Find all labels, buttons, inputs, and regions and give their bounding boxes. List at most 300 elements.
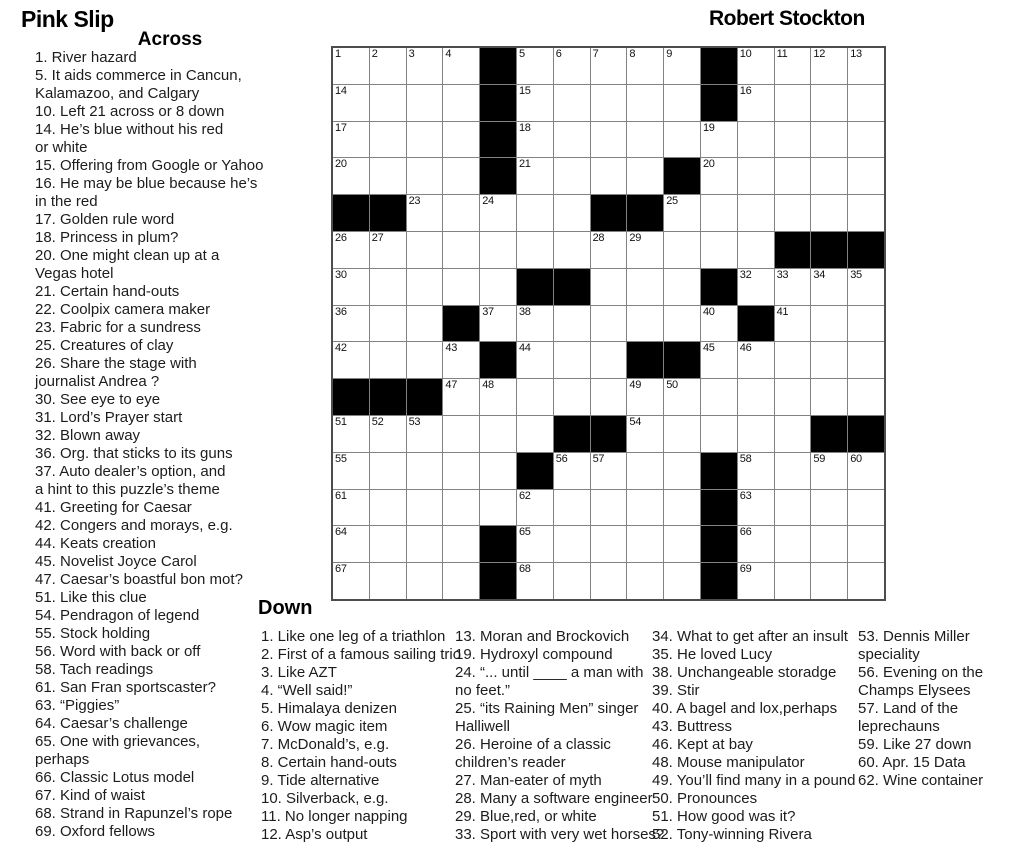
white-cell[interactable] bbox=[443, 195, 479, 231]
black-cell bbox=[517, 453, 553, 489]
white-cell[interactable] bbox=[370, 48, 406, 84]
white-cell[interactable] bbox=[848, 563, 884, 599]
black-cell bbox=[333, 195, 369, 231]
white-cell[interactable] bbox=[517, 122, 553, 158]
white-cell[interactable] bbox=[480, 195, 516, 231]
white-cell[interactable] bbox=[554, 232, 590, 268]
white-cell[interactable] bbox=[627, 490, 663, 526]
white-cell[interactable] bbox=[811, 269, 847, 305]
white-cell[interactable] bbox=[517, 195, 553, 231]
white-cell[interactable] bbox=[664, 453, 700, 489]
white-cell[interactable] bbox=[848, 379, 884, 415]
white-cell[interactable] bbox=[333, 232, 369, 268]
white-cell[interactable] bbox=[443, 48, 479, 84]
black-cell bbox=[701, 453, 737, 489]
clue bbox=[35, 355, 263, 391]
clue bbox=[652, 646, 856, 664]
clue-line: 38. Unchangeable storadge bbox=[652, 664, 837, 681]
white-cell[interactable] bbox=[370, 490, 406, 526]
cell-number: 11 bbox=[776, 48, 788, 60]
white-cell[interactable] bbox=[333, 122, 369, 158]
cell-number: 20 bbox=[335, 158, 347, 171]
white-cell[interactable] bbox=[443, 379, 479, 415]
cell-number: 3 bbox=[408, 48, 415, 60]
clue bbox=[35, 103, 263, 121]
white-cell[interactable] bbox=[701, 195, 737, 231]
cell-number: 61 bbox=[335, 489, 347, 502]
white-cell[interactable] bbox=[333, 526, 369, 562]
white-cell[interactable] bbox=[517, 526, 553, 562]
clue-line: Vegas hotel bbox=[35, 265, 114, 282]
black-cell bbox=[738, 306, 774, 342]
white-cell[interactable] bbox=[738, 490, 774, 526]
white-cell[interactable] bbox=[848, 85, 884, 121]
white-cell[interactable] bbox=[738, 342, 774, 378]
white-cell[interactable] bbox=[627, 379, 663, 415]
white-cell[interactable] bbox=[738, 563, 774, 599]
white-cell[interactable] bbox=[775, 490, 811, 526]
cell-number: 47 bbox=[445, 379, 458, 392]
white-cell[interactable] bbox=[407, 306, 443, 342]
clue bbox=[35, 643, 263, 661]
white-cell[interactable] bbox=[443, 526, 479, 562]
white-cell[interactable] bbox=[407, 416, 443, 452]
white-cell[interactable] bbox=[664, 306, 700, 342]
white-cell[interactable] bbox=[591, 232, 627, 268]
clue bbox=[652, 754, 856, 772]
white-cell[interactable] bbox=[848, 526, 884, 562]
clue-line: 10. Left 21 across or 8 down bbox=[35, 103, 225, 120]
white-cell[interactable] bbox=[738, 232, 774, 268]
white-cell[interactable] bbox=[407, 453, 443, 489]
white-cell[interactable] bbox=[370, 85, 406, 121]
white-cell[interactable] bbox=[333, 306, 369, 342]
cell-number: 36 bbox=[335, 305, 347, 318]
cell-number: 9 bbox=[666, 48, 673, 60]
white-cell[interactable] bbox=[443, 453, 479, 489]
white-cell[interactable] bbox=[591, 490, 627, 526]
white-cell[interactable] bbox=[811, 453, 847, 489]
white-cell[interactable] bbox=[627, 232, 663, 268]
white-cell[interactable] bbox=[443, 85, 479, 121]
white-cell[interactable] bbox=[517, 563, 553, 599]
black-cell bbox=[701, 490, 737, 526]
white-cell[interactable] bbox=[811, 563, 847, 599]
white-cell[interactable] bbox=[811, 306, 847, 342]
clue-line: 22. Coolpix camera maker bbox=[35, 301, 211, 318]
white-cell[interactable] bbox=[664, 48, 700, 84]
clue-line: 40. A bagel and lox,perhaps bbox=[652, 700, 838, 717]
cell-number: 17 bbox=[335, 121, 347, 134]
white-cell[interactable] bbox=[517, 342, 553, 378]
cell-number: 63 bbox=[739, 489, 752, 502]
white-cell[interactable] bbox=[333, 158, 369, 194]
white-cell[interactable] bbox=[738, 195, 774, 231]
clue-line: 32. Blown away bbox=[35, 427, 141, 444]
white-cell[interactable] bbox=[664, 416, 700, 452]
white-cell[interactable] bbox=[701, 379, 737, 415]
white-cell[interactable] bbox=[407, 269, 443, 305]
white-cell[interactable] bbox=[848, 453, 884, 489]
cell-number: 38 bbox=[518, 305, 531, 318]
cell-number: 53 bbox=[408, 415, 421, 428]
cell-number: 65 bbox=[518, 526, 531, 539]
white-cell[interactable] bbox=[627, 453, 663, 489]
black-cell bbox=[701, 563, 737, 599]
cell-number: 19 bbox=[702, 121, 715, 134]
white-cell[interactable] bbox=[627, 85, 663, 121]
white-cell[interactable] bbox=[370, 122, 406, 158]
white-cell[interactable] bbox=[333, 453, 369, 489]
clue-line: 51. Like this clue bbox=[35, 589, 147, 606]
white-cell[interactable] bbox=[407, 526, 443, 562]
white-cell[interactable] bbox=[738, 526, 774, 562]
white-cell[interactable] bbox=[848, 158, 884, 194]
clue-line: 16. He may be blue because he’s bbox=[35, 175, 258, 192]
white-cell[interactable] bbox=[701, 306, 737, 342]
clue-line: 56. Word with back or off bbox=[35, 643, 201, 660]
down-header: Down bbox=[258, 597, 313, 619]
white-cell[interactable] bbox=[591, 158, 627, 194]
cell-number: 45 bbox=[702, 342, 715, 355]
white-cell[interactable] bbox=[370, 158, 406, 194]
clue bbox=[455, 790, 664, 808]
white-cell[interactable] bbox=[480, 306, 516, 342]
cell-number: 26 bbox=[335, 231, 347, 244]
white-cell[interactable] bbox=[811, 379, 847, 415]
white-cell[interactable] bbox=[811, 490, 847, 526]
white-cell[interactable] bbox=[554, 563, 590, 599]
clue-line: 62. Wine container bbox=[858, 772, 984, 789]
white-cell[interactable] bbox=[517, 416, 553, 452]
white-cell[interactable] bbox=[554, 195, 590, 231]
clue bbox=[652, 772, 856, 790]
white-cell[interactable] bbox=[627, 306, 663, 342]
white-cell[interactable] bbox=[848, 195, 884, 231]
white-cell[interactable] bbox=[443, 232, 479, 268]
clue-line: 11. No longer napping bbox=[261, 808, 408, 825]
white-cell[interactable] bbox=[664, 269, 700, 305]
clue bbox=[455, 808, 664, 826]
cell-number: 50 bbox=[666, 379, 678, 392]
cell-number: 62 bbox=[518, 489, 531, 502]
white-cell[interactable] bbox=[591, 306, 627, 342]
white-cell[interactable] bbox=[664, 563, 700, 599]
white-cell[interactable] bbox=[848, 269, 884, 305]
white-cell[interactable] bbox=[627, 563, 663, 599]
clue-line: 6. Wow magic item bbox=[261, 718, 388, 735]
white-cell[interactable] bbox=[848, 306, 884, 342]
white-cell[interactable] bbox=[370, 269, 406, 305]
white-cell[interactable] bbox=[517, 232, 553, 268]
white-cell[interactable] bbox=[848, 122, 884, 158]
white-cell[interactable] bbox=[443, 122, 479, 158]
white-cell[interactable] bbox=[554, 526, 590, 562]
white-cell[interactable] bbox=[775, 416, 811, 452]
white-cell[interactable] bbox=[591, 85, 627, 121]
white-cell[interactable] bbox=[407, 48, 443, 84]
clue-line: Kalamazoo, and Calgary bbox=[35, 85, 200, 102]
clue-line: 5. Himalaya denizen bbox=[261, 700, 397, 717]
clue bbox=[858, 628, 983, 664]
white-cell[interactable] bbox=[701, 342, 737, 378]
white-cell[interactable] bbox=[333, 85, 369, 121]
white-cell[interactable] bbox=[517, 48, 553, 84]
cell-number: 58 bbox=[739, 452, 752, 465]
cell-number: 32 bbox=[739, 268, 752, 281]
clue bbox=[35, 157, 263, 175]
white-cell[interactable] bbox=[775, 379, 811, 415]
white-cell[interactable] bbox=[811, 158, 847, 194]
white-cell[interactable] bbox=[591, 563, 627, 599]
white-cell[interactable] bbox=[775, 526, 811, 562]
clue bbox=[652, 826, 856, 844]
clue bbox=[652, 682, 856, 700]
white-cell[interactable] bbox=[517, 379, 553, 415]
white-cell[interactable] bbox=[554, 48, 590, 84]
clue bbox=[35, 409, 263, 427]
black-cell bbox=[554, 269, 590, 305]
white-cell[interactable] bbox=[811, 48, 847, 84]
clue-line: 1. River hazard bbox=[35, 49, 137, 66]
white-cell[interactable] bbox=[738, 48, 774, 84]
white-cell[interactable] bbox=[480, 379, 516, 415]
clue-line: no feet.” bbox=[455, 682, 511, 699]
cell-number: 7 bbox=[592, 48, 599, 60]
white-cell[interactable] bbox=[370, 526, 406, 562]
clue-line: 49. You’ll find many in a pound bbox=[652, 772, 856, 789]
white-cell[interactable] bbox=[775, 122, 811, 158]
white-cell[interactable] bbox=[664, 122, 700, 158]
white-cell[interactable] bbox=[627, 122, 663, 158]
white-cell[interactable] bbox=[664, 195, 700, 231]
white-cell[interactable] bbox=[591, 379, 627, 415]
white-cell[interactable] bbox=[370, 416, 406, 452]
white-cell[interactable] bbox=[775, 453, 811, 489]
clue-line: 23. Fabric for a sundress bbox=[35, 319, 201, 336]
white-cell[interactable] bbox=[738, 158, 774, 194]
white-cell[interactable] bbox=[554, 490, 590, 526]
white-cell[interactable] bbox=[554, 85, 590, 121]
black-cell bbox=[664, 342, 700, 378]
white-cell[interactable] bbox=[370, 453, 406, 489]
white-cell[interactable] bbox=[407, 342, 443, 378]
white-cell[interactable] bbox=[811, 526, 847, 562]
white-cell[interactable] bbox=[480, 232, 516, 268]
white-cell[interactable] bbox=[517, 85, 553, 121]
white-cell[interactable] bbox=[701, 122, 737, 158]
clue-line: 26. Share the stage with bbox=[35, 355, 197, 372]
white-cell[interactable] bbox=[738, 85, 774, 121]
clue bbox=[652, 628, 856, 646]
clue-line: 52. Tony-winning Rivera bbox=[652, 826, 812, 843]
cell-number: 49 bbox=[629, 379, 642, 392]
clue-line: speciality bbox=[858, 646, 920, 663]
white-cell[interactable] bbox=[554, 379, 590, 415]
clue bbox=[35, 805, 263, 823]
white-cell[interactable] bbox=[738, 122, 774, 158]
white-cell[interactable] bbox=[848, 342, 884, 378]
cell-number: 30 bbox=[335, 268, 347, 281]
clue bbox=[35, 175, 263, 211]
white-cell[interactable] bbox=[701, 416, 737, 452]
clue-line: Champs Elysees bbox=[858, 682, 971, 699]
white-cell[interactable] bbox=[407, 158, 443, 194]
clue-line: 59. Like 27 down bbox=[858, 736, 972, 753]
clue bbox=[261, 790, 461, 808]
white-cell[interactable] bbox=[664, 85, 700, 121]
white-cell[interactable] bbox=[333, 490, 369, 526]
white-cell[interactable] bbox=[664, 232, 700, 268]
cell-number: 48 bbox=[482, 379, 494, 392]
white-cell[interactable] bbox=[480, 490, 516, 526]
white-cell[interactable] bbox=[738, 416, 774, 452]
cell-number: 54 bbox=[629, 415, 642, 428]
white-cell[interactable] bbox=[811, 122, 847, 158]
white-cell[interactable] bbox=[775, 306, 811, 342]
cell-number: 8 bbox=[629, 48, 636, 60]
white-cell[interactable] bbox=[775, 195, 811, 231]
white-cell[interactable] bbox=[627, 416, 663, 452]
white-cell[interactable] bbox=[517, 306, 553, 342]
cell-number: 42 bbox=[335, 342, 347, 355]
white-cell[interactable] bbox=[517, 490, 553, 526]
white-cell[interactable] bbox=[627, 158, 663, 194]
white-cell[interactable] bbox=[627, 269, 663, 305]
clue bbox=[35, 49, 263, 67]
white-cell[interactable] bbox=[443, 158, 479, 194]
white-cell[interactable] bbox=[554, 306, 590, 342]
clue-line: 3. Like AZT bbox=[261, 664, 337, 681]
white-cell[interactable] bbox=[407, 195, 443, 231]
white-cell[interactable] bbox=[775, 269, 811, 305]
white-cell[interactable] bbox=[664, 379, 700, 415]
white-cell[interactable] bbox=[333, 342, 369, 378]
white-cell[interactable] bbox=[627, 526, 663, 562]
white-cell[interactable] bbox=[480, 416, 516, 452]
white-cell[interactable] bbox=[848, 48, 884, 84]
white-cell[interactable] bbox=[811, 85, 847, 121]
white-cell[interactable] bbox=[517, 158, 553, 194]
white-cell[interactable] bbox=[738, 379, 774, 415]
clue-line: 55. Stock holding bbox=[35, 625, 151, 642]
white-cell[interactable] bbox=[554, 158, 590, 194]
clue bbox=[35, 769, 263, 787]
clue-line: 64. Caesar’s challenge bbox=[35, 715, 188, 732]
clue-line: a hint to this puzzle’s theme bbox=[35, 481, 220, 498]
white-cell[interactable] bbox=[443, 416, 479, 452]
white-cell[interactable] bbox=[775, 48, 811, 84]
white-cell[interactable] bbox=[591, 48, 627, 84]
clue bbox=[35, 499, 263, 517]
cell-number: 33 bbox=[776, 268, 789, 281]
cell-number: 10 bbox=[739, 48, 752, 60]
clue bbox=[261, 808, 461, 826]
clue-line: 56. Evening on the bbox=[858, 664, 984, 681]
clue bbox=[35, 121, 263, 157]
white-cell[interactable] bbox=[407, 85, 443, 121]
white-cell[interactable] bbox=[664, 526, 700, 562]
cell-number: 14 bbox=[335, 84, 347, 97]
cell-number: 21 bbox=[518, 158, 531, 171]
black-cell bbox=[701, 48, 737, 84]
clue-line: 39. Stir bbox=[652, 682, 700, 699]
white-cell[interactable] bbox=[407, 490, 443, 526]
clue-line: 1. Like one leg of a triathlon bbox=[261, 628, 446, 645]
white-cell[interactable] bbox=[407, 122, 443, 158]
white-cell[interactable] bbox=[443, 563, 479, 599]
white-cell[interactable] bbox=[443, 342, 479, 378]
white-cell[interactable] bbox=[370, 342, 406, 378]
white-cell[interactable] bbox=[480, 453, 516, 489]
white-cell[interactable] bbox=[591, 342, 627, 378]
white-cell[interactable] bbox=[811, 342, 847, 378]
white-cell[interactable] bbox=[370, 563, 406, 599]
white-cell[interactable] bbox=[591, 269, 627, 305]
white-cell[interactable] bbox=[775, 85, 811, 121]
white-cell[interactable] bbox=[554, 122, 590, 158]
white-cell[interactable] bbox=[333, 269, 369, 305]
clue bbox=[858, 754, 983, 772]
white-cell[interactable] bbox=[627, 48, 663, 84]
white-cell[interactable] bbox=[701, 232, 737, 268]
white-cell[interactable] bbox=[664, 490, 700, 526]
black-cell bbox=[480, 526, 516, 562]
white-cell[interactable] bbox=[333, 563, 369, 599]
clue-line: 35. He loved Lucy bbox=[652, 646, 773, 663]
cell-number: 40 bbox=[702, 305, 715, 318]
white-cell[interactable] bbox=[591, 453, 627, 489]
black-cell bbox=[811, 416, 847, 452]
clue-line: 7. McDonald’s, e.g. bbox=[261, 736, 390, 753]
clue bbox=[455, 646, 664, 664]
white-cell[interactable] bbox=[480, 269, 516, 305]
clue-line: 44. Keats creation bbox=[35, 535, 156, 552]
white-cell[interactable] bbox=[701, 158, 737, 194]
white-cell[interactable] bbox=[591, 526, 627, 562]
white-cell[interactable] bbox=[591, 122, 627, 158]
white-cell[interactable] bbox=[370, 232, 406, 268]
cell-number: 59 bbox=[813, 452, 826, 465]
down-clue-column-1 bbox=[261, 628, 461, 844]
white-cell[interactable] bbox=[333, 48, 369, 84]
white-cell[interactable] bbox=[811, 195, 847, 231]
clue bbox=[652, 808, 856, 826]
white-cell[interactable] bbox=[775, 158, 811, 194]
clue bbox=[35, 517, 263, 535]
white-cell[interactable] bbox=[407, 232, 443, 268]
white-cell[interactable] bbox=[848, 490, 884, 526]
clue bbox=[35, 67, 263, 103]
white-cell[interactable] bbox=[554, 453, 590, 489]
black-cell bbox=[480, 85, 516, 121]
white-cell[interactable] bbox=[738, 453, 774, 489]
white-cell[interactable] bbox=[370, 306, 406, 342]
clue-line: 57. Land of the bbox=[858, 700, 959, 717]
white-cell[interactable] bbox=[407, 563, 443, 599]
white-cell[interactable] bbox=[554, 342, 590, 378]
clue-line: 8. Certain hand-outs bbox=[261, 754, 397, 771]
clue bbox=[858, 700, 983, 736]
black-cell bbox=[443, 306, 479, 342]
white-cell[interactable] bbox=[775, 342, 811, 378]
white-cell[interactable] bbox=[443, 269, 479, 305]
white-cell[interactable] bbox=[738, 269, 774, 305]
white-cell[interactable] bbox=[333, 416, 369, 452]
white-cell[interactable] bbox=[775, 563, 811, 599]
white-cell[interactable] bbox=[443, 490, 479, 526]
cell-number: 56 bbox=[555, 452, 568, 465]
